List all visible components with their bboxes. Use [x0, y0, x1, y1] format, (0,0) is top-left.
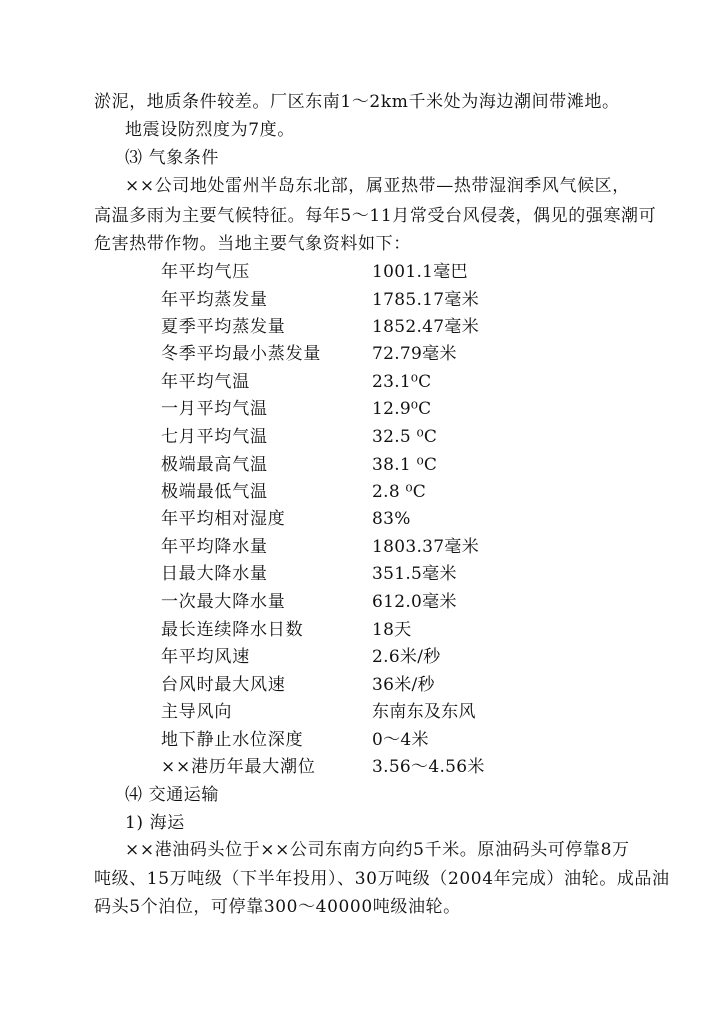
table-row: [0, 533, 724, 561]
paragraph-geology-tail: 淤泥，地质条件较差。厂区东南1～2km千米处为海边潮间带滩地。: [94, 92, 620, 112]
table-row: [0, 286, 724, 314]
weather-item-name: 台风时最大风速: [161, 675, 286, 695]
weather-item-value: 12.9⁰C: [372, 399, 432, 419]
weather-item-name: 一次最大降水量: [161, 592, 286, 612]
table-row: [0, 478, 724, 506]
table-row: [0, 451, 724, 479]
table-row: [0, 368, 724, 396]
weather-item-name: 年平均降水量: [161, 537, 268, 557]
paragraph-seismic: 地震设防烈度为7度。: [125, 120, 295, 140]
subsection-heading-sea-transport: 1) 海运: [125, 813, 185, 833]
weather-item-value: 2.6米/秒: [372, 647, 441, 667]
weather-item-value: 1803.37毫米: [372, 537, 479, 557]
paragraph-port-line-2: 吨级、15万吨级（下半年投用）、30万吨级（2004年完成）油轮。成品油: [94, 869, 670, 889]
weather-item-name: 最长连续降水日数: [161, 620, 304, 640]
weather-item-value: 83%: [372, 509, 411, 529]
table-row: [0, 505, 724, 533]
paragraph-port-line-3: 码头5个泊位，可停靠300～40000吨级油轮。: [94, 897, 461, 917]
weather-item-name: 年平均相对湿度: [161, 509, 286, 529]
table-row: [0, 560, 724, 588]
section-heading-transport: ⑷ 交通运输: [125, 785, 220, 805]
weather-item-value: 3.56～4.56米: [372, 757, 485, 777]
weather-item-name: 年平均气压: [161, 262, 250, 282]
weather-item-value: 23.1⁰C: [372, 372, 432, 392]
table-row: [0, 698, 724, 726]
weather-item-name: 主导风向: [161, 702, 233, 722]
weather-item-value: 东南东及东风: [372, 702, 476, 722]
weather-item-name: 夏季平均蒸发量: [161, 317, 286, 337]
weather-item-name: 年平均风速: [161, 647, 250, 667]
weather-item-name: 日最大降水量: [161, 564, 268, 584]
weather-item-name: 冬季平均最小蒸发量: [161, 344, 322, 364]
weather-item-value: 351.5毫米: [372, 564, 457, 584]
weather-item-name: 七月平均气温: [161, 427, 268, 447]
table-row: [0, 423, 724, 451]
weather-item-value: 32.5 ⁰C: [372, 427, 438, 447]
weather-item-name: 一月平均气温: [161, 399, 268, 419]
weather-item-name: 年平均气温: [161, 372, 250, 392]
weather-item-value: 2.8 ⁰C: [372, 482, 427, 502]
table-row: [0, 313, 724, 341]
paragraph-port-line-1: ××港油码头位于××公司东南方向约5千米。原油码头可停靠8万: [125, 840, 630, 860]
table-row: [0, 753, 724, 781]
weather-item-value: 72.79毫米: [372, 344, 457, 364]
paragraph-climate-line-3: 危害热带作物。当地主要气象资料如下：: [94, 234, 411, 254]
table-row: [0, 643, 724, 671]
paragraph-climate-line-1: ××公司地处雷州半岛东北部，属亚热带—热带湿润季风气候区，: [125, 176, 630, 196]
weather-item-value: 1785.17毫米: [372, 290, 479, 310]
weather-item-value: 36米/秒: [372, 675, 435, 695]
table-row: [0, 588, 724, 616]
table-row: [0, 395, 724, 423]
weather-item-value: 612.0毫米: [372, 592, 457, 612]
weather-item-value: 0～4米: [372, 730, 429, 750]
paragraph-climate-line-2: 高温多雨为主要气候特征。每年5～11月常受台风侵袭，偶见的强寒潮可: [94, 206, 657, 226]
section-heading-weather: ⑶ 气象条件: [125, 148, 220, 168]
weather-item-name: 极端最高气温: [161, 455, 268, 475]
table-row: [0, 726, 724, 754]
weather-item-value: 38.1 ⁰C: [372, 455, 438, 475]
weather-item-value: 18天: [372, 620, 412, 640]
table-row: [0, 671, 724, 699]
weather-item-name: 年平均蒸发量: [161, 290, 268, 310]
weather-item-name: 地下静止水位深度: [161, 730, 304, 750]
table-row: [0, 616, 724, 644]
weather-item-value: 1001.1毫巴: [372, 262, 468, 282]
weather-item-name: 极端最低气温: [161, 482, 268, 502]
table-row: [0, 258, 724, 286]
weather-item-value: 1852.47毫米: [372, 317, 479, 337]
table-row: [0, 340, 724, 368]
weather-item-name: ××港历年最大潮位: [161, 757, 316, 777]
